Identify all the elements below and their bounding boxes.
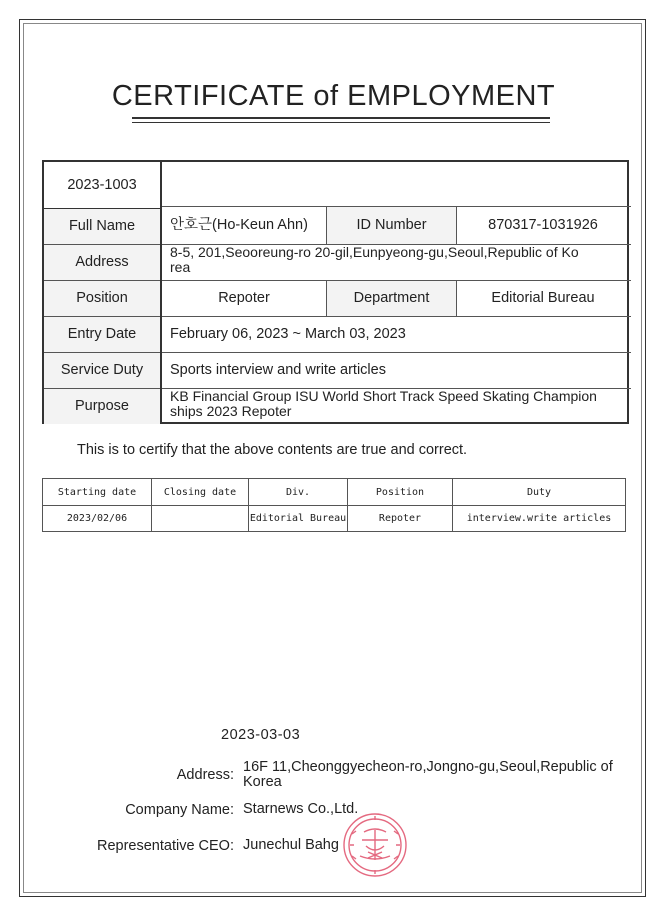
full-name-value: 안호근(Ho-Keun Ahn) xyxy=(170,217,308,233)
address-line-1: 8-5, 201,Seooreung-ro 20-gil,Eunpyeong-gu,Seoul,Republic of Ko xyxy=(170,244,579,260)
address-line-2: rea xyxy=(170,259,191,275)
position-label: Position xyxy=(44,281,160,316)
department-label: Department xyxy=(327,281,456,316)
service-duty-value: Sports interview and write articles xyxy=(170,362,386,378)
cell-closing-date xyxy=(152,506,249,532)
ceo-name: Junechul Bahg xyxy=(243,837,339,853)
address-value xyxy=(162,245,630,280)
table-row xyxy=(43,506,626,532)
header-division: Div. xyxy=(249,479,348,506)
table-header-row xyxy=(43,479,626,506)
ceo-label: Representative CEO: xyxy=(96,838,234,854)
company-address-value xyxy=(243,760,613,790)
service-duty-label: Service Duty xyxy=(44,353,160,388)
header-starting-date: Starting date xyxy=(43,479,152,506)
title-underline-thin xyxy=(132,122,550,123)
department-value: Editorial Bureau xyxy=(491,290,595,306)
id-number-label: ID Number xyxy=(327,207,456,244)
company-address-label: Address: xyxy=(176,767,234,783)
entry-date-label: Entry Date xyxy=(44,317,160,352)
purpose-value xyxy=(162,389,630,424)
company-address-line-1: 16F 11,Cheonggyecheon-ro,Jongno-gu,Seoul,Republic of xyxy=(243,759,613,775)
cell-starting-date: 2023/02/06 xyxy=(43,506,152,532)
certify-statement: This is to certify that the above contents are true and correct. xyxy=(77,442,468,458)
purpose-line-2: ships 2023 Repoter xyxy=(170,403,292,419)
header-duty: Duty xyxy=(453,479,626,506)
purpose-label: Purpose xyxy=(44,389,160,424)
info-table xyxy=(42,160,629,424)
id-number-value: 870317-1031926 xyxy=(488,217,598,233)
header-closing-date: Closing date xyxy=(152,479,249,506)
cell-duty: interview.write articles xyxy=(453,506,626,532)
company-seal-icon xyxy=(342,812,408,878)
cell-division: Editorial Bureau xyxy=(249,506,348,532)
cell-position: Repoter xyxy=(348,506,453,532)
company-name-value: Starnews Co.,Ltd. xyxy=(243,801,359,817)
title-underline xyxy=(132,117,550,119)
doc-number: 2023-1003 xyxy=(67,176,137,193)
company-name-label: Company Name: xyxy=(125,802,234,818)
company-address-line-2: Korea xyxy=(243,774,282,790)
issue-date: 2023-03-03 xyxy=(221,727,301,743)
full-name-label: Full Name xyxy=(44,209,160,244)
certificate-title: CERTIFICATE of EMPLOYMENT xyxy=(111,80,556,112)
duty-history-table xyxy=(42,478,626,532)
position-value: Repoter xyxy=(218,290,270,306)
header-position: Position xyxy=(348,479,453,506)
entry-date-value: February 06, 2023 ~ March 03, 2023 xyxy=(170,326,406,342)
address-label: Address xyxy=(44,245,160,280)
purpose-line-1: KB Financial Group ISU World Short Track Speed Skating Champion xyxy=(170,388,597,404)
